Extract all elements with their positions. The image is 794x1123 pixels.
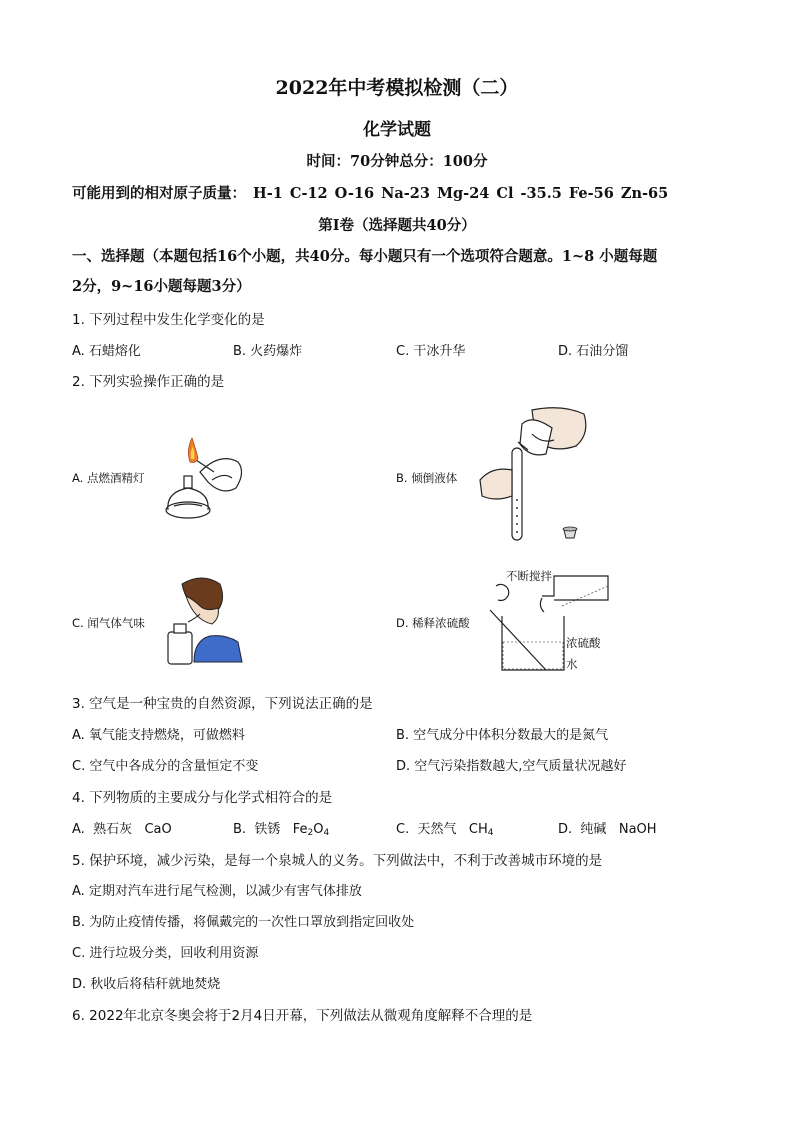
- q3-option-d: D. 空气污染指数越大,空气质量状况越好: [396, 759, 627, 774]
- q5-option-b: B. 为防止疫情传播，将佩戴完的一次性口罩放到指定回收处: [72, 915, 415, 930]
- q3-option-a: A. 氧气能支持燃烧，可做燃料: [72, 728, 245, 743]
- question-3-stem: 3. 空气是一种宝贵的自然资源，下列说法正确的是: [72, 696, 373, 712]
- q1-option-a: A. 石蜡熔化: [72, 344, 141, 359]
- section-heading-line1: 一、选择题（本题包括16个小题，共40分。每小题只有一个选项符合题意。1~8 小题每题: [72, 248, 658, 265]
- time-info: 时间：70分钟总分：100分: [306, 153, 488, 170]
- question-6-stem: 6. 2022年北京冬奥会将于2月4日开幕，下列做法从微观角度解释不合理的是: [72, 1008, 533, 1024]
- question-1-stem: 1. 下列过程中发生化学变化的是: [72, 312, 265, 328]
- alcohol-lamp-illustration: [160, 432, 250, 524]
- q2-option-d: D. 稀释浓硫酸: [396, 616, 470, 630]
- question-5-stem: 5. 保护环境，减少污染，是每一个泉城人的义务。下列做法中，不利于改善城市环境的是: [72, 853, 603, 869]
- q1-option-b: B. 火药爆炸: [233, 344, 303, 359]
- section-heading-line2: 2分，9~16小题每题3分）: [72, 278, 251, 295]
- smelling-gas-illustration: [164, 574, 244, 666]
- pouring-liquid-illustration: [472, 404, 594, 544]
- q4-b-formula: $Fe_2O_4$: [292, 822, 330, 838]
- exam-title: 2022年中考模拟检测（二）: [275, 77, 519, 99]
- atomic-mass-line: 可能用到的相对原子质量： H-1 C-12 O-16 Na-23 Mg-24 Cl -35.5 Fe-56 Zn-65: [72, 185, 669, 202]
- q3-option-c: C. 空气中各成分的含量恒定不变: [72, 759, 259, 774]
- q5-option-d: D. 秋收后将秸秆就地焚烧: [72, 977, 221, 992]
- q4-option-d: D. 纯碱 NaOH: [558, 822, 657, 837]
- q2-option-b: B. 倾倒液体: [396, 471, 458, 485]
- q4-option-b: B. 铁锈 $Fe_2O_4$: [233, 822, 330, 838]
- q4-c-formula: $CH_4$: [468, 822, 494, 838]
- question-2-stem: 2. 下列实验操作正确的是: [72, 374, 225, 390]
- q5-option-a: A. 定期对汽车进行尾气检测，以减少有害气体排放: [72, 884, 362, 899]
- volume-heading: 第Ⅰ卷（选择题共40分）: [318, 217, 476, 234]
- q1-option-d: D. 石油分馏: [558, 344, 629, 359]
- acid-label: 浓硫酸: [566, 636, 601, 650]
- q2-option-a: A. 点燃酒精灯: [72, 471, 145, 485]
- q4-option-c: C. 天然气 $CH_4$: [396, 822, 494, 838]
- diluting-acid-illustration: [484, 566, 624, 678]
- q3-option-b: B. 空气成分中体积分数最大的是氮气: [396, 728, 609, 743]
- exam-subtitle: 化学试题: [363, 120, 431, 140]
- q5-option-c: C. 进行垃圾分类，回收利用资源: [72, 946, 259, 961]
- stir-label: 不断搅拌: [506, 569, 552, 583]
- q1-option-c: C. 干冰升华: [396, 344, 466, 359]
- q4-option-a: A. 熟石灰 CaO: [72, 822, 172, 837]
- question-4-stem: 4. 下列物质的主要成分与化学式相符合的是: [72, 790, 333, 806]
- water-label: 水: [566, 657, 578, 671]
- q2-option-c: C. 闻气体气味: [72, 616, 145, 630]
